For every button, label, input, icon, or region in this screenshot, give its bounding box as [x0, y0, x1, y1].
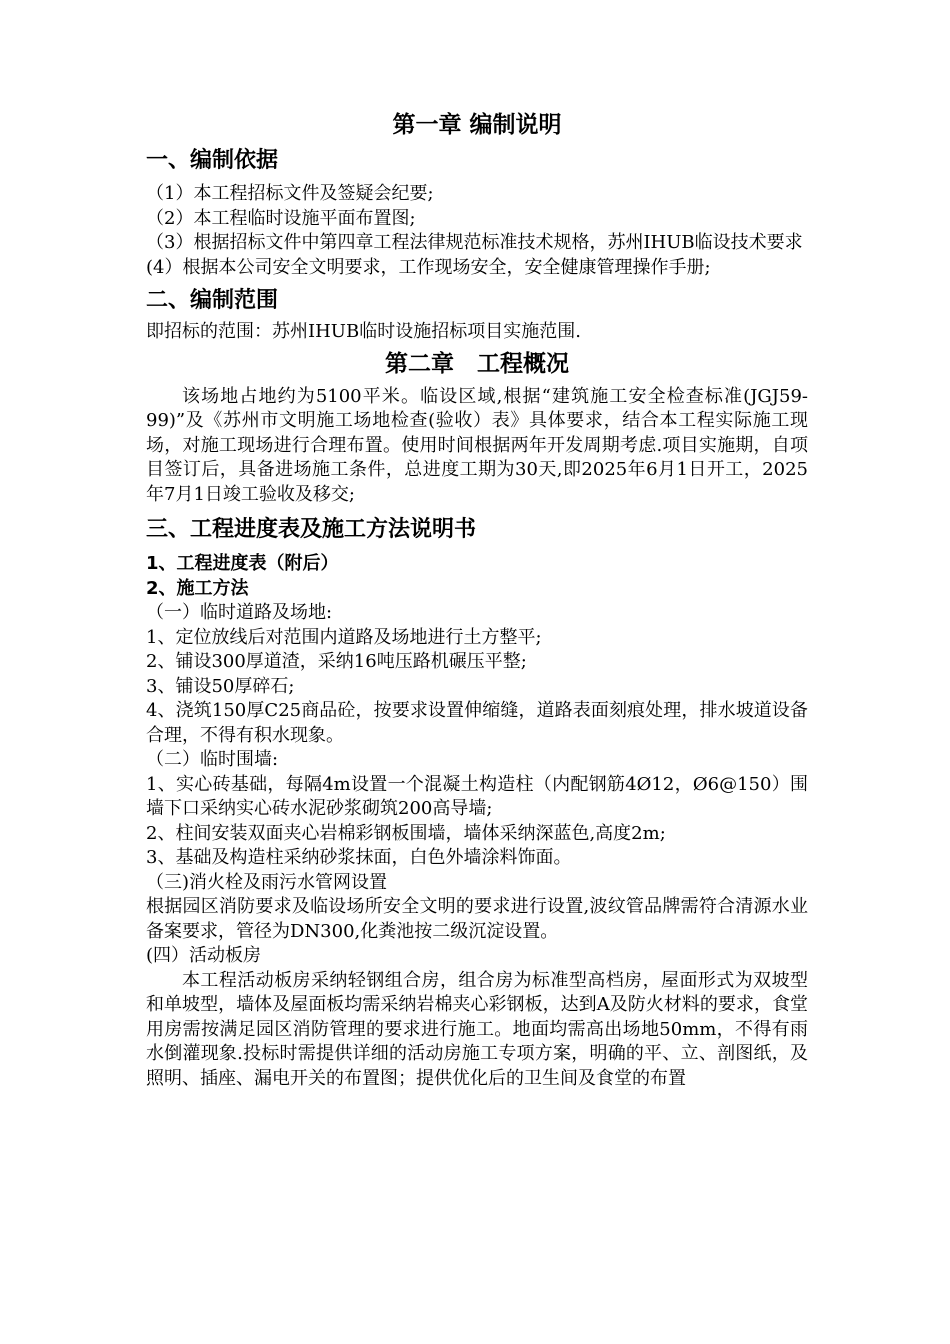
board-house-text: 本工程活动板房采纳轻钢组合房，组合房为标准型高档房，屋面形式为双坡型和单坡型，墙体及屋面板均需采纳岩棉夹心彩钢板，达到A及防火材料的要求，食堂用房需按满足园区消防管理的要求进行施工。地面均需高出场地50mm，不得有雨水倒灌现象.投标时需提供详细的活动房施工专项方案，明确的平、立、剖图纸，及照明、插座、漏电开关的布置图；提供优化后的卫生间及食堂的布置 — [146, 969, 808, 1089]
wall-item: 2、柱间安装双面夹心岩棉彩钢板围墙，墙体采纳深蓝色,高度2m; — [146, 822, 666, 844]
basis-item: (4）根据本公司安全文明要求，工作现场安全，安全健康管理操作手册; — [146, 256, 711, 278]
road-item: 3、铺设50厚碎石; — [146, 675, 295, 697]
scope-text: 即招标的范围：苏州IHUB临时设施招标项目实施范围. — [146, 321, 581, 342]
board-house-title: (四）活动板房 — [146, 945, 262, 966]
chapter1-title: 第一章 编制说明 — [392, 112, 562, 138]
section-heading-schedule: 三、工程进度表及施工方法说明书 — [146, 517, 477, 542]
road-item: 1、定位放线后对范围内道路及场地进行土方整平; — [146, 626, 542, 648]
subheading-method: 2、施工方法 — [146, 578, 249, 599]
wall-title: （二）临时围墙: — [146, 749, 279, 770]
road-title: （一）临时道路及场地: — [146, 602, 333, 623]
hydrant-title: （三)消火栓及雨污水管网设置 — [146, 871, 388, 893]
section-heading-scope: 二、编制范围 — [146, 288, 279, 313]
basis-item: （2）本工程临时设施平面布置图; — [146, 207, 416, 229]
basis-list — [146, 182, 808, 280]
basis-item: （1）本工程招标文件及签疑会纪要; — [146, 183, 434, 204]
wall-item: 3、基础及构造柱采纳砂浆抹面，白色外墙涂料饰面。 — [146, 847, 572, 868]
road-item: 2、铺设300厚道渣，采纳16吨压路机碾压平整; — [146, 651, 527, 672]
overview-paragraph: 该场地占地约为5100平米。临设区域,根据“建筑施工安全检查标准(JGJ59-99)”及《苏州市文明施工场地检查(验收）表》具体要求，结合本工程实际施工现场，对施工现场进行合理布置。使用时间根据两年开发周期考虑.项目实施期，自项目签订后，具备进场施工条件，总进度工期为30天,即2025年6月1日开工，2025年7月1日竣工验收及移交; — [146, 385, 808, 505]
document-content — [146, 108, 808, 1091]
chapter2-title: 第二章 工程概况 — [385, 350, 569, 377]
basis-item: （3）根据招标文件中第四章工程法律规范标准技术规格，苏州IHUB临设技术要求 — [146, 232, 803, 253]
road-item: 4、浇筑150厚C25商品砼，按要求设置伸缩缝，道路表面刻痕处理，排水坡道设备合理，不得有积水现象。 — [146, 700, 808, 746]
wall-item: 1、实心砖基础，每隔4m设置一个混凝土构造柱（内配钢筋4Ø12，Ø6@150）围墙下口采纳实心砖水泥砂浆砌筑200高导墙; — [146, 773, 808, 819]
subheading-schedule: 1、工程进度表（附后） — [146, 553, 339, 574]
hydrant-text: 根据园区消防要求及临设场所安全文明的要求进行设置,波纹管品牌需符合清源水业备案要求，管径为DN300,化粪池按二级沉淀设置。 — [146, 896, 808, 942]
section-heading-basis: 一、编制依据 — [146, 148, 279, 173]
